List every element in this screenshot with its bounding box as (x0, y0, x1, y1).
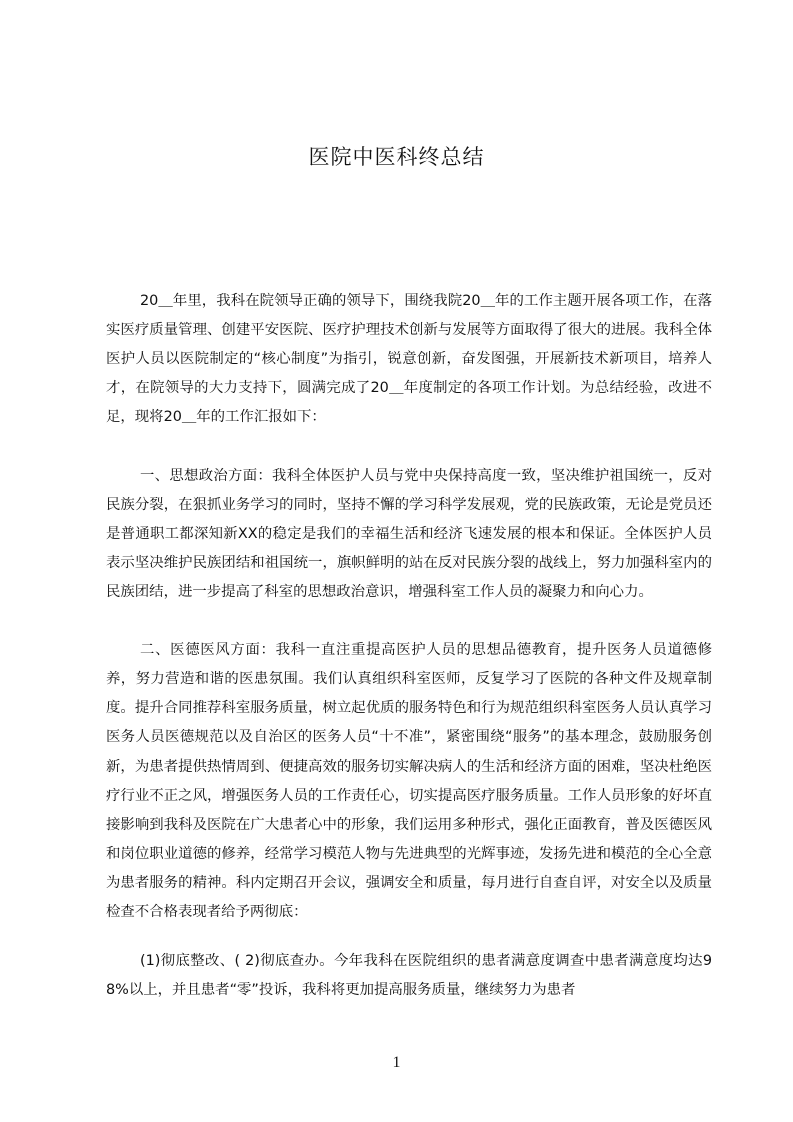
document-body (106, 287, 712, 1005)
paragraph-medical-ethics: 二、医德医风方面：我科一直注重提高医护人员的思想品德教育，提升医务人员道德修养，努力营造和谐的医患氛围。我们认真组织科室医师，反复学习了医院的各种文件及规章制度。提升合同推荐科室服务质量，树立起优质的服务特色和行为规范组织科室医务人员认真学习医务人员医德规范以及自治区的医务人员“十不准”，紧密围绕“服务”的基本理念，鼓励服务创新，为患者提供热情周到、便捷高效的服务切实解决病人的生活和经济方面的困难，坚决杜绝医疗行业不正之风，增强医务人员的工作责任心，切实提高医疗服务质量。工作人员形象的好坏直接影响到我科及医院在广大患者心中的形象，我们运用多种形式，强化正面教育，普及医德医风和岗位职业道德的修养，经常学习模范人物与先进典型的光辉事迹，发扬先进和模范的全心全意为患者服务的精神。科内定期召开会议，强调安全和质量，每月进行自查自评，对安全以及质量检查不合格表现者给予两彻底： (106, 642, 712, 920)
paragraph-political: 一、思想政治方面：我科全体医护人员与党中央保持高度一致，坚决维护祖国统一，反对民族分裂，在狠抓业务学习的同时，坚持不懈的学习科学发展观，党的民族政策，无论是党员还是普通职工都深知新XX的稳定是我们的幸福生活和经济飞速发展的根本和保证。全体医护人员表示坚决维护民族团结和祖国统一，旗帜鲜明的站在反对民族分裂的战线上，努力加强科室内的民族团结，进一步提高了科室的思想政治意识，增强科室工作人员的凝聚力和向心力。 (106, 467, 712, 600)
page-number: 1 (392, 1054, 401, 1071)
paragraph-intro: 20＿年里，我科在院领导正确的领导下，围绕我院20＿年的工作主题开展各项工作，在落实医疗质量管理、创建平安医院、医疗护理技术创新与发展等方面取得了很大的进展。我科全体医护人员以医院制定的“核心制度”为指引，锐意创新，奋发图强，开展新技术新项目，培养人才，在院领导的大力支持下，圆满完成了20＿年度制定的各项工作计划。为总结经验，改进不足，现将20＿年的工作汇报如下： (106, 293, 712, 426)
document-title: 医院中医科终总结 (308, 145, 485, 169)
paragraph-rectification: (1)彻底整改、( 2)彻底查办。今年我科在医院组织的患者满意度调查中患者满意度均达98%以上，并且患者“零”投诉，我科将更加提高服务质量，继续努力为患者 (106, 953, 712, 999)
